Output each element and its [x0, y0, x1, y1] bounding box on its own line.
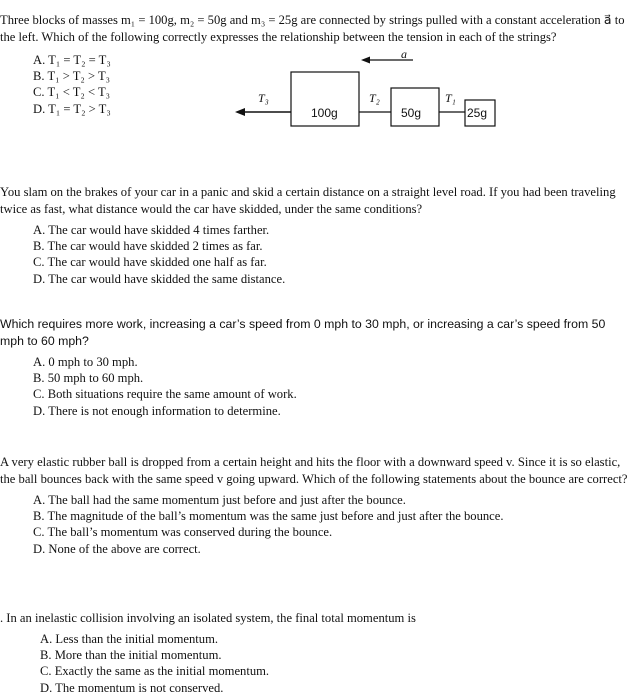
question-4-option-d[interactable]: D. None of the above are correct.: [33, 541, 201, 556]
question-5-option-a[interactable]: A. Less than the initial momentum.: [40, 632, 219, 646]
question-5-options: [40, 631, 632, 696]
question-3-option-b[interactable]: B. 50 mph to 60 mph.: [33, 371, 144, 386]
question-4: [0, 454, 632, 557]
question-4-options: [33, 492, 632, 557]
question-3: [0, 316, 632, 419]
question-5: [0, 610, 632, 696]
question-5-prompt: . In an inelastic collision involving an isolated system, the final total momentum is: [0, 611, 416, 625]
question-1-option-b[interactable]: B. T₁ > T₂ > T₃: [33, 69, 111, 84]
blocks-diagram: [233, 50, 533, 130]
question-3-option-d[interactable]: D. There is not enough information to determine.: [33, 403, 281, 418]
tension-label-t3: T₃: [258, 91, 269, 105]
question-4-option-a[interactable]: A. The ball had the same momentum just before and just after the bounce.: [33, 493, 406, 507]
question-4-option-b[interactable]: B. The magnitude of the ball’s momentum was the same just before and just after the bounce.: [33, 509, 504, 524]
question-2-option-a[interactable]: A. The car would have skidded 4 times farther.: [33, 223, 270, 237]
block-50g-label: 50g: [401, 106, 422, 120]
question-3-options: [33, 354, 632, 419]
acceleration-label: a⃗: [401, 50, 417, 61]
tension-label-t1: T₁: [445, 91, 456, 105]
question-1-option-c[interactable]: C. T₁ < T₂ < T₃: [33, 85, 111, 100]
question-3-option-c[interactable]: C. Both situations require the same amount of work.: [33, 387, 297, 402]
question-5-option-d[interactable]: D. The momentum is not conserved.: [40, 680, 224, 695]
question-2-option-c[interactable]: C. The car would have skidded one half as far.: [33, 255, 267, 270]
question-3-option-a[interactable]: A. 0 mph to 30 mph.: [33, 355, 138, 369]
question-5-option-b[interactable]: B. More than the initial momentum.: [40, 648, 222, 663]
tension-label-t2: T₂: [369, 91, 380, 105]
question-2-option-d[interactable]: D. The car would have skidded the same distance.: [33, 271, 286, 286]
question-2-prompt: You slam on the brakes of your car in a panic and skid a certain distance on a straight level road. If you had been traveling twice as fast, what distance would the car have skidded, under the same conditions?: [0, 185, 616, 216]
question-1-option-d[interactable]: D. T₁ = T₂ > T₃: [33, 101, 111, 116]
question-1-option-a[interactable]: A. T₁ = T₂ = T₃: [33, 53, 111, 67]
block-100g-label: 100g: [311, 106, 338, 120]
question-4-prompt: A very elastic rubber ball is dropped from a certain height and hits the floor with a downward speed v. Since it is so elastic, the ball bounces back with the same speed v going upward. Which of the following statements about the bounce are correct?: [0, 455, 628, 486]
acceleration-arrowhead: [361, 57, 370, 64]
question-4-option-c[interactable]: C. The ball’s momentum was conserved during the bounce.: [33, 525, 333, 540]
pull-arrowhead: [235, 108, 245, 116]
question-3-prompt: Which requires more work, increasing a car’s speed from 0 mph to 30 mph, or increasing a car’s speed from 50 mph to 60 mph?: [0, 317, 606, 348]
block-25g-label: 25g: [467, 106, 488, 120]
question-2: [0, 184, 632, 287]
question-2-option-b[interactable]: B. The car would have skidded 2 times as far.: [33, 239, 263, 254]
question-5-option-c[interactable]: C. Exactly the same as the initial momentum.: [40, 664, 270, 679]
question-1-prompt: Three blocks of masses m₁ = 100g, m₂ = 50g and m₃ = 25g are connected by strings pulled with a constant acceleration a⃗ to the left. Which of the following correctly expresses the relationship between the tension in each of the strings?: [0, 13, 625, 44]
question-2-options: [33, 222, 632, 287]
